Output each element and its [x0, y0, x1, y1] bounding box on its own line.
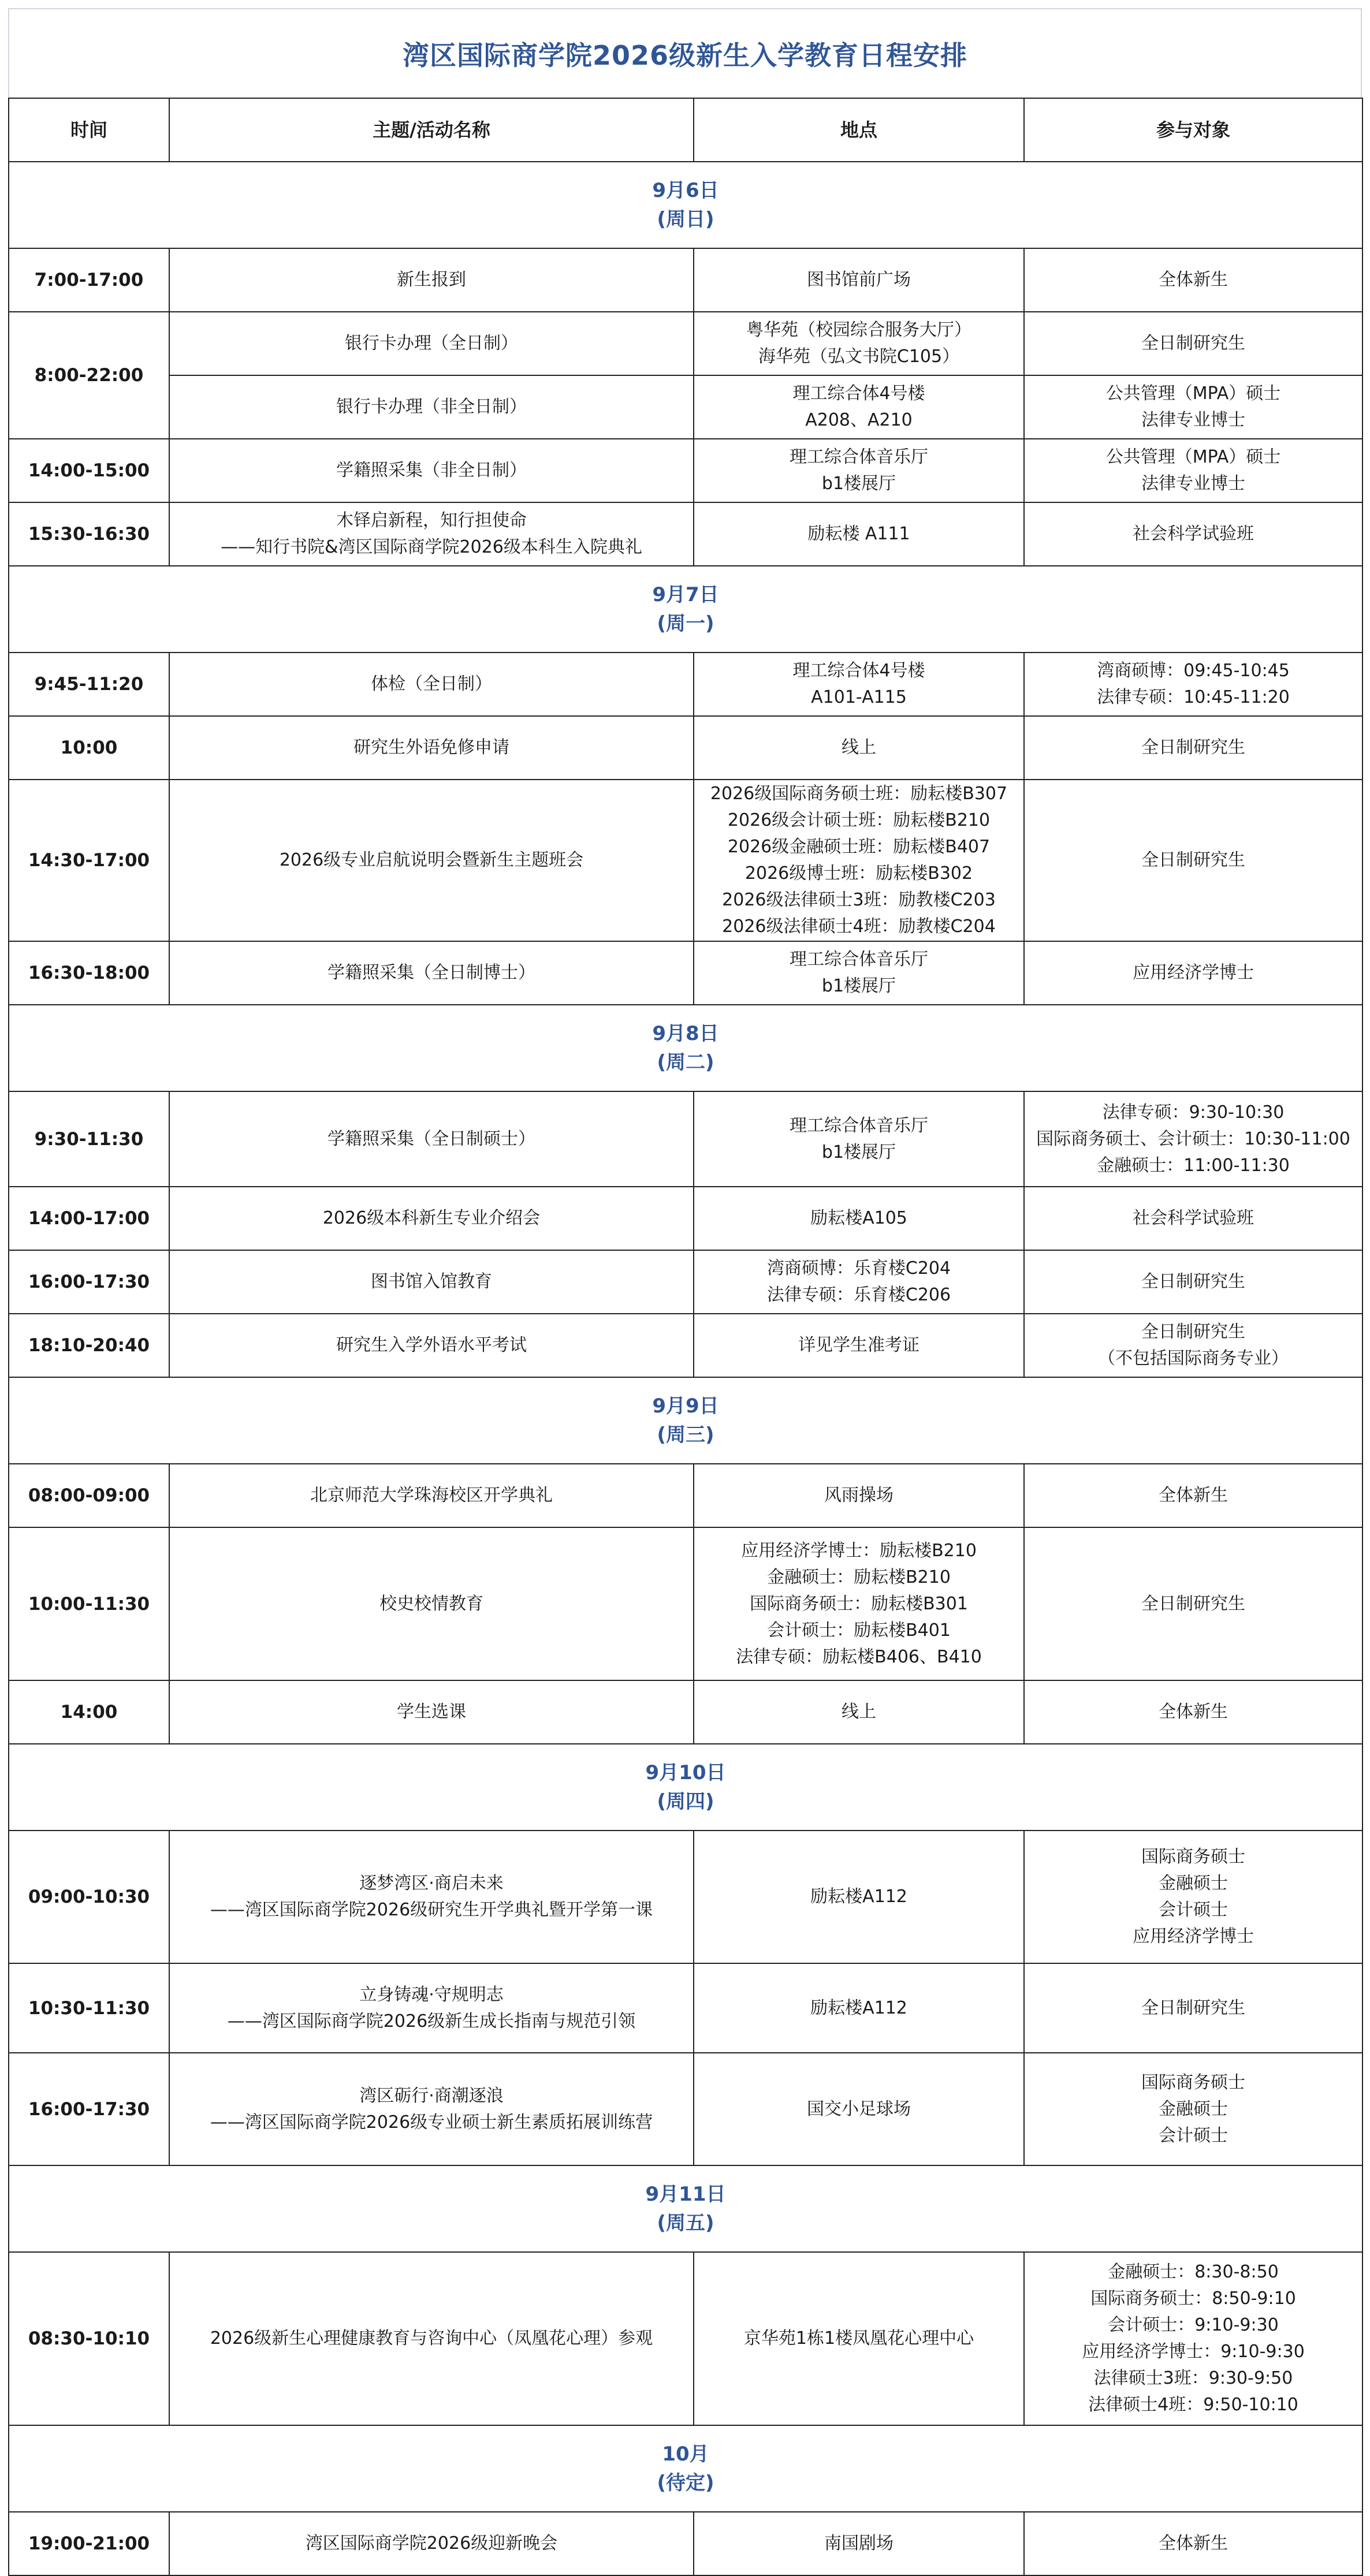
header-location: 地点 — [694, 98, 1024, 162]
date-row — [9, 1005, 1362, 1091]
cell-location: 理工综合体音乐厅 b1楼展厅 — [694, 941, 1024, 1005]
cell-time: 16:00-17:30 — [9, 2053, 169, 2165]
cell-audience: 湾商硕博：09:45-10:45 法律专硕：10:45-11:20 — [1024, 653, 1362, 716]
schedule-row — [9, 248, 1362, 312]
cell-audience: 全体新生 — [1024, 1680, 1362, 1744]
schedule-row — [9, 1091, 1362, 1187]
cell-time: 08:30-10:10 — [9, 2252, 169, 2425]
cell-audience: 全日制研究生 （不包括国际商务专业） — [1024, 1314, 1362, 1377]
schedule-page — [8, 8, 1362, 2576]
header-time: 时间 — [9, 98, 169, 162]
cell-topic: 木铎启新程，知行担使命 ——知行书院&湾区国际商学院2026级本科生入院典礼 — [169, 502, 694, 566]
cell-topic: 新生报到 — [169, 248, 694, 312]
cell-location: 励耘楼A112 — [694, 1963, 1024, 2053]
schedule-table — [8, 98, 1363, 2576]
schedule-row — [9, 1314, 1362, 1377]
schedule-row — [9, 1464, 1362, 1527]
cell-topic: 2026级新生心理健康教育与咨询中心（凤凰花心理）参观 — [169, 2252, 694, 2425]
cell-audience: 全日制研究生 — [1024, 312, 1362, 375]
date-heading: 9月11日 (周五) — [9, 2165, 1362, 2252]
cell-location: 京华苑1栋1楼凤凰花心理中心 — [694, 2252, 1024, 2425]
date-heading: 9月7日 (周一) — [9, 566, 1362, 653]
cell-topic: 图书馆入馆教育 — [169, 1250, 694, 1314]
cell-audience: 全日制研究生 — [1024, 1527, 1362, 1680]
date-row — [9, 2425, 1362, 2512]
schedule-row — [9, 1527, 1362, 1680]
cell-audience: 全体新生 — [1024, 1464, 1362, 1527]
cell-location: 理工综合体4号楼 A101-A115 — [694, 653, 1024, 716]
cell-time: 18:10-20:40 — [9, 1314, 169, 1377]
schedule-row — [9, 312, 1362, 375]
header-audience: 参与对象 — [1024, 98, 1362, 162]
schedule-row — [9, 941, 1362, 1005]
cell-topic: 2026级专业启航说明会暨新生主题班会 — [169, 780, 694, 941]
cell-audience: 应用经济学博士 — [1024, 941, 1362, 1005]
cell-audience: 公共管理（MPA）硕士 法律专业博士 — [1024, 375, 1362, 439]
schedule-row — [9, 653, 1362, 716]
cell-time: 14:00-17:00 — [9, 1187, 169, 1250]
cell-location: 2026级国际商务硕士班：励耘楼B307 2026级会计硕士班：励耘楼B210 2026级金融硕士班：励耘楼B407 2026级博士班：励耘楼B302 2026级法律硕士3班：励教楼C203 2026级法律硕士4班：励教楼C204 — [694, 780, 1024, 941]
cell-location: 励耘楼A112 — [694, 1831, 1024, 1963]
cell-audience: 全体新生 — [1024, 248, 1362, 312]
cell-topic: 银行卡办理（全日制） — [169, 312, 694, 375]
cell-time: 09:00-10:30 — [9, 1831, 169, 1963]
cell-time: 14:30-17:00 — [9, 780, 169, 941]
header-row — [9, 98, 1362, 162]
date-heading: 9月8日 (周二) — [9, 1005, 1362, 1091]
cell-topic: 银行卡办理（非全日制） — [169, 375, 694, 439]
schedule-row — [9, 780, 1362, 941]
cell-time: 16:30-18:00 — [9, 941, 169, 1005]
date-row — [9, 162, 1362, 248]
cell-time: 19:00-21:00 — [9, 2512, 169, 2575]
schedule-row — [9, 2512, 1362, 2575]
date-row — [9, 1744, 1362, 1831]
schedule-row — [9, 1250, 1362, 1314]
date-row — [9, 1377, 1362, 1464]
cell-location: 图书馆前广场 — [694, 248, 1024, 312]
schedule-row — [9, 502, 1362, 566]
cell-time: 10:30-11:30 — [9, 1963, 169, 2053]
cell-topic: 研究生入学外语水平考试 — [169, 1314, 694, 1377]
cell-location: 详见学生准考证 — [694, 1314, 1024, 1377]
cell-time: 15:30-16:30 — [9, 502, 169, 566]
date-heading: 10月 (待定) — [9, 2425, 1362, 2512]
schedule-row — [9, 2053, 1362, 2165]
schedule-row — [9, 1963, 1362, 2053]
cell-time: 10:00 — [9, 716, 169, 780]
cell-audience: 社会科学试验班 — [1024, 1187, 1362, 1250]
cell-location: 理工综合体4号楼 A208、A210 — [694, 375, 1024, 439]
date-heading: 9月10日 (周四) — [9, 1744, 1362, 1831]
title-box — [8, 8, 1362, 98]
cell-time: 8:00-22:00 — [9, 312, 169, 439]
schedule-row — [9, 716, 1362, 780]
cell-topic: 2026级本科新生专业介绍会 — [169, 1187, 694, 1250]
cell-time: 08:00-09:00 — [9, 1464, 169, 1527]
cell-audience: 金融硕士：8:30-8:50 国际商务硕士：8:50-9:10 会计硕士：9:10-9:30 应用经济学博士：9:10-9:30 法律硕士3班：9:30-9:50 法律硕士4班：9:50-10:10 — [1024, 2252, 1362, 2425]
schedule-row — [9, 2252, 1362, 2425]
cell-topic: 湾区国际商学院2026级迎新晚会 — [169, 2512, 694, 2575]
schedule-row — [9, 439, 1362, 502]
cell-time: 16:00-17:30 — [9, 1250, 169, 1314]
cell-location: 理工综合体音乐厅 b1楼展厅 — [694, 1091, 1024, 1187]
cell-audience: 全体新生 — [1024, 2512, 1362, 2575]
cell-location: 湾商硕博：乐育楼C204 法律专硕：乐育楼C206 — [694, 1250, 1024, 1314]
cell-time: 14:00-15:00 — [9, 439, 169, 502]
schedule-row — [9, 375, 1362, 439]
cell-topic: 校史校情教育 — [169, 1527, 694, 1680]
cell-time: 9:30-11:30 — [9, 1091, 169, 1187]
cell-location: 应用经济学博士：励耘楼B210 金融硕士：励耘楼B210 国际商务硕士：励耘楼B301 会计硕士：励耘楼B401 法律专硕：励耘楼B406、B410 — [694, 1527, 1024, 1680]
cell-time: 14:00 — [9, 1680, 169, 1744]
cell-location: 励耘楼 A111 — [694, 502, 1024, 566]
cell-location: 理工综合体音乐厅 b1楼展厅 — [694, 439, 1024, 502]
schedule-row — [9, 1831, 1362, 1963]
schedule-row — [9, 1680, 1362, 1744]
cell-time: 10:00-11:30 — [9, 1527, 169, 1680]
cell-location: 粤华苑（校园综合服务大厅） 海华苑（弘文书院C105） — [694, 312, 1024, 375]
cell-topic: 学籍照采集（全日制博士） — [169, 941, 694, 1005]
cell-topic: 学生选课 — [169, 1680, 694, 1744]
cell-topic: 北京师范大学珠海校区开学典礼 — [169, 1464, 694, 1527]
cell-topic: 体检（全日制） — [169, 653, 694, 716]
cell-location: 风雨操场 — [694, 1464, 1024, 1527]
cell-time: 7:00-17:00 — [9, 248, 169, 312]
cell-audience: 全日制研究生 — [1024, 1250, 1362, 1314]
cell-audience: 国际商务硕士 金融硕士 会计硕士 应用经济学博士 — [1024, 1831, 1362, 1963]
cell-audience: 社会科学试验班 — [1024, 502, 1362, 566]
date-heading: 9月6日 (周日) — [9, 162, 1362, 248]
cell-audience: 全日制研究生 — [1024, 1963, 1362, 2053]
cell-time: 9:45-11:20 — [9, 653, 169, 716]
cell-location: 南国剧场 — [694, 2512, 1024, 2575]
cell-topic: 湾区砺行·商潮逐浪 ——湾区国际商学院2026级专业硕士新生素质拓展训练营 — [169, 2053, 694, 2165]
date-heading: 9月9日 (周三) — [9, 1377, 1362, 1464]
cell-topic: 学籍照采集（非全日制） — [169, 439, 694, 502]
schedule-body — [9, 162, 1362, 2575]
cell-location: 励耘楼A105 — [694, 1187, 1024, 1250]
cell-audience: 国际商务硕士 金融硕士 会计硕士 — [1024, 2053, 1362, 2165]
cell-topic: 立身铸魂·守规明志 ——湾区国际商学院2026级新生成长指南与规范引领 — [169, 1963, 694, 2053]
cell-location: 国交小足球场 — [694, 2053, 1024, 2165]
cell-topic: 学籍照采集（全日制硕士） — [169, 1091, 694, 1187]
cell-audience: 法律专硕：9:30-10:30 国际商务硕士、会计硕士：10:30-11:00 金融硕士：11:00-11:30 — [1024, 1091, 1362, 1187]
cell-audience: 全日制研究生 — [1024, 716, 1362, 780]
cell-audience: 全日制研究生 — [1024, 780, 1362, 941]
cell-topic: 逐梦湾区·商启未来 ——湾区国际商学院2026级研究生开学典礼暨开学第一课 — [169, 1831, 694, 1963]
cell-location: 线上 — [694, 716, 1024, 780]
cell-topic: 研究生外语免修申请 — [169, 716, 694, 780]
schedule-row — [9, 1187, 1362, 1250]
page-title: 湾区国际商学院2026级新生入学教育日程安排 — [402, 39, 968, 71]
cell-audience: 公共管理（MPA）硕士 法律专业博士 — [1024, 439, 1362, 502]
cell-location: 线上 — [694, 1680, 1024, 1744]
date-row — [9, 2165, 1362, 2252]
date-row — [9, 566, 1362, 653]
header-topic: 主题/活动名称 — [169, 98, 694, 162]
